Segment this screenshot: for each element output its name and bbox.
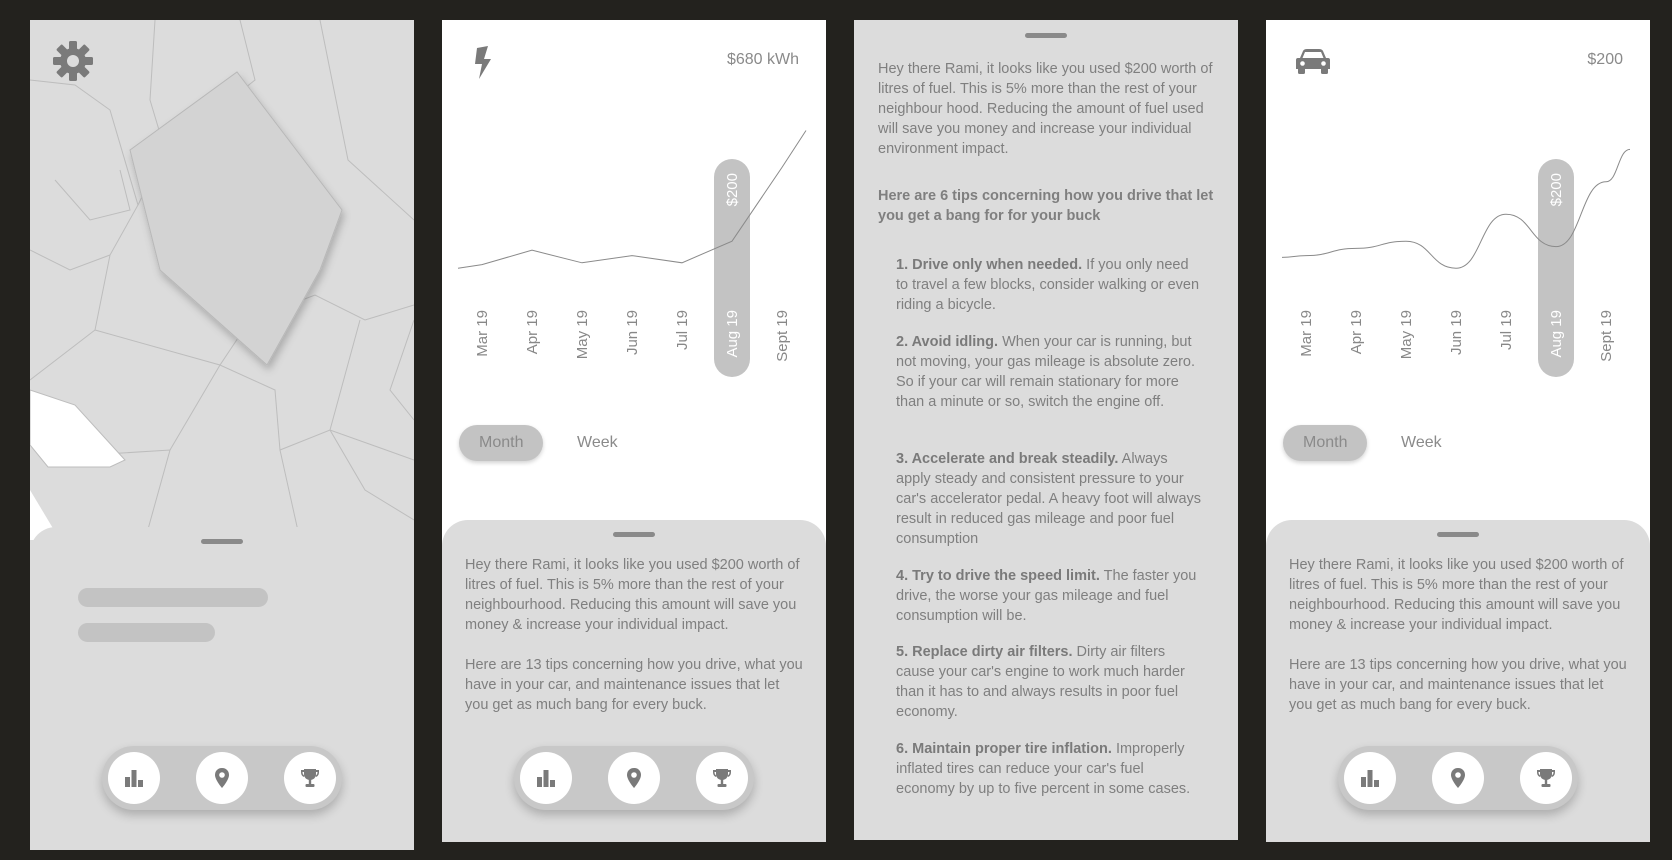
drag-handle[interactable] bbox=[1437, 532, 1479, 537]
x-tick-label: May 19 bbox=[1398, 310, 1415, 360]
x-tick-label: Jun 19 bbox=[624, 310, 641, 356]
map-area[interactable] bbox=[30, 20, 414, 540]
nav-map-button[interactable] bbox=[1432, 752, 1484, 804]
trophy-icon bbox=[299, 767, 321, 789]
series-line bbox=[458, 131, 806, 269]
fuel-chart[interactable] bbox=[1266, 115, 1650, 415]
tips-screen bbox=[854, 20, 1238, 840]
nav-map-button[interactable] bbox=[196, 752, 248, 804]
fuel-usage-screen bbox=[1266, 20, 1650, 842]
tip-item: 4. Try to drive the speed limit. The faster you drive, the worse your gas mileage and fuel consumption will be. bbox=[896, 568, 1197, 624]
week-toggle[interactable]: Week bbox=[1401, 434, 1442, 451]
tips-heading: Here are 6 tips concerning how you drive that let you get a bang for for your buck bbox=[878, 188, 1214, 224]
lightning-icon bbox=[468, 42, 510, 82]
tip-item: 1. Drive only when needed. If you only need to travel a few blocks, consider walking or even riding a bicycle. bbox=[896, 257, 1200, 313]
nav-stats-button[interactable] bbox=[520, 752, 572, 804]
x-tick-label: Aug 19 bbox=[724, 310, 741, 358]
nav-stats-button[interactable] bbox=[108, 752, 160, 804]
nav-rewards-button[interactable] bbox=[696, 752, 748, 804]
x-tick-label: Jul 19 bbox=[674, 310, 691, 351]
bottom-nav bbox=[1338, 746, 1578, 810]
x-tick-label: Sept 19 bbox=[1598, 310, 1615, 362]
nav-map-button[interactable] bbox=[608, 752, 660, 804]
bar-chart-icon bbox=[535, 767, 557, 789]
nav-rewards-button[interactable] bbox=[284, 752, 336, 804]
x-tick-label: Jun 19 bbox=[1448, 310, 1465, 356]
tip-item: 5. Replace dirty air filters. Dirty air filters cause your car's engine to work much harder than it has to and always results in poor fuel economy. bbox=[896, 644, 1185, 720]
drag-handle[interactable] bbox=[1025, 33, 1067, 38]
usage-amount: $680 kWh bbox=[726, 51, 799, 68]
highlight-value-label: $200 bbox=[724, 173, 741, 207]
location-pin-icon bbox=[1447, 767, 1469, 789]
x-tick-label: Mar 19 bbox=[474, 310, 491, 357]
x-tick-label: May 19 bbox=[574, 310, 591, 360]
tip-item: 2. Avoid idling. When your car is running, but not moving, your gas mileage is absolute zero. So if your car will remain stationary for more than a minute or so, switch the engine off. bbox=[896, 334, 1196, 410]
drag-handle[interactable] bbox=[201, 539, 243, 544]
energy-chart[interactable] bbox=[442, 115, 826, 415]
x-tick-label: Apr 19 bbox=[524, 310, 541, 355]
skeleton-line bbox=[78, 588, 268, 607]
bottom-sheet bbox=[30, 527, 414, 850]
gear-icon[interactable] bbox=[52, 40, 94, 80]
bottom-sheet bbox=[1266, 520, 1650, 842]
tips-intro[interactable]: Here are 13 tips concerning how you drive, what you have in your car, and maintenance issues that let you get as much bang for every buck. bbox=[465, 657, 803, 713]
bar-chart-icon bbox=[123, 767, 145, 789]
nav-stats-button[interactable] bbox=[1344, 752, 1396, 804]
highlight-value-label: $200 bbox=[1548, 173, 1565, 207]
usage-message: Hey there Rami, it looks like you used $200 worth of litres of fuel. This is 5% more than the rest of your neighbourhood. Reducing this amount will save you money & increase your individual impact. bbox=[1289, 557, 1624, 633]
usage-amount: $200 bbox=[1587, 51, 1623, 68]
series-line bbox=[1282, 149, 1630, 268]
location-pin-icon bbox=[623, 767, 645, 789]
bar-chart-icon bbox=[1359, 767, 1381, 789]
map-screen bbox=[30, 20, 414, 850]
x-tick-label: Sept 19 bbox=[774, 310, 791, 362]
x-tick-label: Jul 19 bbox=[1498, 310, 1515, 351]
bottom-nav bbox=[514, 746, 754, 810]
tip-item: 6. Maintain proper tire inflation. Improperly inflated tires can reduce your car's fuel economy by up to five percent in some cases. bbox=[896, 741, 1191, 797]
x-tick-label: Aug 19 bbox=[1548, 310, 1565, 358]
energy-usage-screen bbox=[442, 20, 826, 842]
drag-handle[interactable] bbox=[613, 532, 655, 537]
x-tick-label: Mar 19 bbox=[1298, 310, 1315, 357]
tips-intro[interactable]: Here are 13 tips concerning how you drive, what you have in your car, and maintenance issues that let you get as much bang for every buck. bbox=[1289, 657, 1627, 713]
x-tick-label: Apr 19 bbox=[1348, 310, 1365, 355]
bottom-sheet bbox=[442, 520, 826, 842]
trophy-icon bbox=[1535, 767, 1557, 789]
car-icon bbox=[1292, 42, 1334, 82]
tip-item: 3. Accelerate and break steadily. Always apply steady and consistent pressure to your car's accelerator pedal. A heavy foot will always result in reduced gas mileage and poor fuel consumption bbox=[896, 451, 1202, 547]
month-toggle[interactable]: Month bbox=[1283, 425, 1367, 461]
nav-rewards-button[interactable] bbox=[1520, 752, 1572, 804]
skeleton-line bbox=[78, 623, 215, 642]
week-toggle[interactable]: Week bbox=[577, 434, 618, 451]
usage-message: Hey there Rami, it looks like you used $200 worth of litres of fuel. This is 5% more than the rest of your neighbour hood. Reducing the amount of fuel used will save you money and increase your individual environment impact. bbox=[878, 61, 1213, 157]
month-toggle[interactable]: Month bbox=[459, 425, 543, 461]
bottom-nav bbox=[102, 746, 342, 810]
trophy-icon bbox=[711, 767, 733, 789]
usage-message: Hey there Rami, it looks like you used $200 worth of litres of fuel. This is 5% more than the rest of your neighbourhood. Reducing this amount will save you money & increase your individual impact. bbox=[465, 557, 800, 633]
location-pin-icon bbox=[211, 767, 233, 789]
